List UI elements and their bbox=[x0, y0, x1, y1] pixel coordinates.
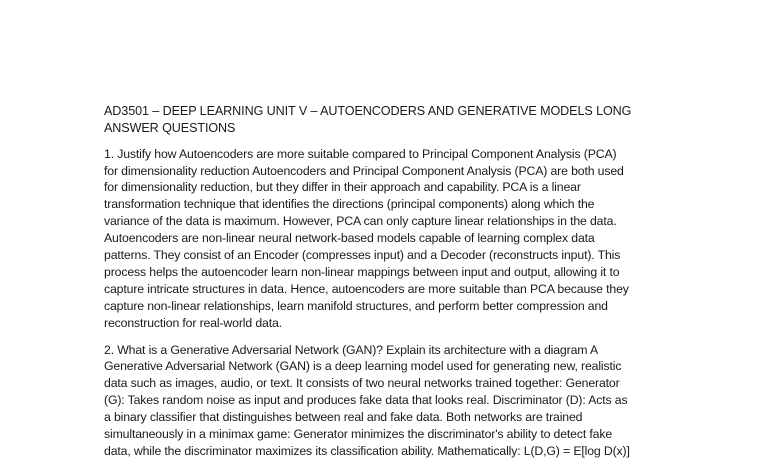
paragraph-line: simultaneously in a minimax game: Generator minimizes the discriminator's ability to detect fake bbox=[104, 427, 613, 442]
paragraph-line: 2. What is a Generative Adversarial Network (GAN)? Explain its architecture with a diagram A bbox=[104, 342, 598, 357]
paragraph-line: a binary classifier that distinguishes between real and fake data. Both networks are trained bbox=[104, 410, 583, 425]
paragraph-line: capture intricate structures in data. Hence, autoencoders are more suitable than PCA because they bbox=[104, 281, 629, 296]
answer-paragraph-2 bbox=[104, 342, 664, 460]
paragraph-line: Generative Adversarial Network (GAN) is a deep learning model used for generating new, realistic bbox=[104, 359, 622, 374]
paragraph-line: for dimensionality reduction, but they differ in their approach and capability. PCA is a linear bbox=[104, 180, 581, 195]
paragraph-line: patterns. They consist of an Encoder (compresses input) and a Decoder (reconstructs input). This bbox=[104, 248, 621, 263]
paragraph-line: 1. Justify how Autoencoders are more suitable compared to Principal Component Analysis (PCA) bbox=[104, 146, 617, 161]
paragraph-line: data such as images, audio, or text. It consists of two neural networks trained together: Generator bbox=[104, 376, 620, 391]
paragraph-line: process helps the autoencoder learn non-linear mappings between input and output, allowing it to bbox=[104, 264, 620, 279]
paragraph-line: (G): Takes random noise as input and produces fake data that looks real. Discriminator (D): Acts as bbox=[104, 393, 628, 408]
answer-paragraph-1 bbox=[104, 146, 664, 332]
paragraph-line: transformation technique that identifies the directions (principal components) along which the bbox=[104, 197, 595, 212]
title-line: AD3501 – DEEP LEARNING UNIT V – AUTOENCODERS AND GENERATIVE MODELS LONG bbox=[104, 104, 632, 118]
document-title bbox=[104, 103, 664, 137]
paragraph-line: capture non-linear relationships, learn manifold structures, and perform better compression and bbox=[104, 298, 608, 313]
paragraph-line: reconstruction for real-world data. bbox=[104, 315, 282, 330]
title-line: ANSWER QUESTIONS bbox=[104, 120, 236, 135]
paragraph-line: variance of the data is maximum. However, PCA can only capture linear relationships in the data. bbox=[104, 214, 617, 229]
paragraph-line: Autoencoders are non-linear neural network-based models capable of learning complex data bbox=[104, 231, 595, 246]
paragraph-line: data, while the discriminator maximizes its classification ability. Mathematically: L(D,G) = E[log D(x)] bbox=[104, 444, 630, 458]
paragraph-line: for dimensionality reduction Autoencoders and Principal Component Analysis (PCA) are both used bbox=[104, 163, 624, 178]
document-content bbox=[104, 103, 664, 470]
